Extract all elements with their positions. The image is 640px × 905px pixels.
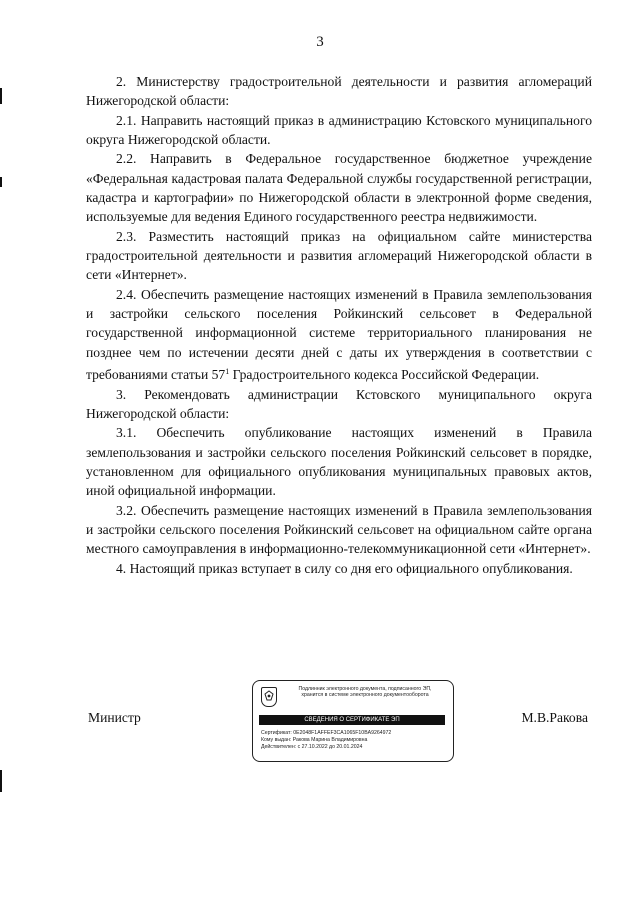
stamp-certificate: Сертификат: 0E2048F1AFFEF3CA1065F10BA9264972 [261, 730, 392, 736]
scan-edge-mark [0, 177, 2, 187]
stamp-valid: Действителен: с 27.10.2022 до 20.01.2024 [261, 744, 363, 750]
stamp-issued-to: Кому выдан: Ракова Марина Владимировна [261, 737, 368, 743]
coat-of-arms-icon [261, 687, 277, 707]
stamp-band: СВЕДЕНИЯ О СЕРТИФИКАТЕ ЭП [259, 715, 445, 725]
stamp-header [283, 686, 447, 698]
paragraph-2-4-text: 2.4. Обеспечить размещение настоящих изменений в Правила землепользования и застройки сельского поселения Ройкинский сельсовет в Федеральной государственной информационной системе территориального планирования не позднее чем по истечении десяти дней с даты их утверждения в соответствии с требованиями статьи 57 [86, 286, 592, 383]
stamp-header-line1: Подлинник электронного документа, подписанного ЭП, [298, 686, 432, 692]
paragraph-3: 3. Рекомендовать администрации Кстовского муниципального округа Нижегородской области: [86, 386, 592, 421]
signer-name: М.В.Ракова [521, 710, 588, 725]
paragraph-2: 2. Министерству градостроительной деятельности и развития агломераций Нижегородской области: [86, 74, 592, 109]
paragraph-3-1: 3.1. Обеспечить опубликование настоящих изменений в Правила землепользования и застройки сельского поселения Ройкинский сельсовет в порядке, установленном для официального опубликования муниципальных правовых актов, иной официальной информации. [86, 425, 592, 499]
electronic-signature-stamp [252, 680, 454, 762]
paragraph-2-1: 2.1. Направить настоящий приказ в администрацию Кстовского муниципального округа Нижегородской области. [86, 112, 592, 148]
paragraph-2-4 [86, 285, 592, 385]
article-superscript: 1 [225, 367, 230, 377]
scan-edge-mark [0, 88, 2, 104]
page-number: 3 [316, 34, 324, 50]
paragraph-4: 4. Настоящий приказ вступает в силу со дня его официального опубликования. [116, 560, 573, 576]
paragraph-3-2: 3.2. Обеспечить размещение настоящих изменений в Правила землепользования и застройки сельского поселения Ройкинский сельсовет на официальном сайте органа местного самоуправления в информационно-телекоммуникационной сети «Интернет». [86, 502, 592, 557]
scan-edge-mark [0, 770, 2, 792]
paragraph-2-2: 2.2. Направить в Федеральное государственное бюджетное учреждение «Федеральная кадастровая палата Федеральной службы государственной регистрации, кадастра и картографии» по Нижегородской области в электронной форме сведения, используемые для ведения Единого государственного реестра недвижимости. [86, 151, 592, 225]
paragraph-2-4-tail: Градостроительного кодекса Российской Федерации. [229, 367, 540, 383]
stamp-header-line2: хранится в системе электронного документооборота [301, 692, 429, 699]
signer-position: Министр [88, 710, 141, 725]
document-body [86, 72, 592, 578]
stamp-details [261, 730, 447, 751]
paragraph-2-3: 2.3. Разместить настоящий приказ на официальном сайте министерства градостроительной деятельности и развития агломераций Нижегородской области в сети «Интернет». [86, 228, 592, 283]
